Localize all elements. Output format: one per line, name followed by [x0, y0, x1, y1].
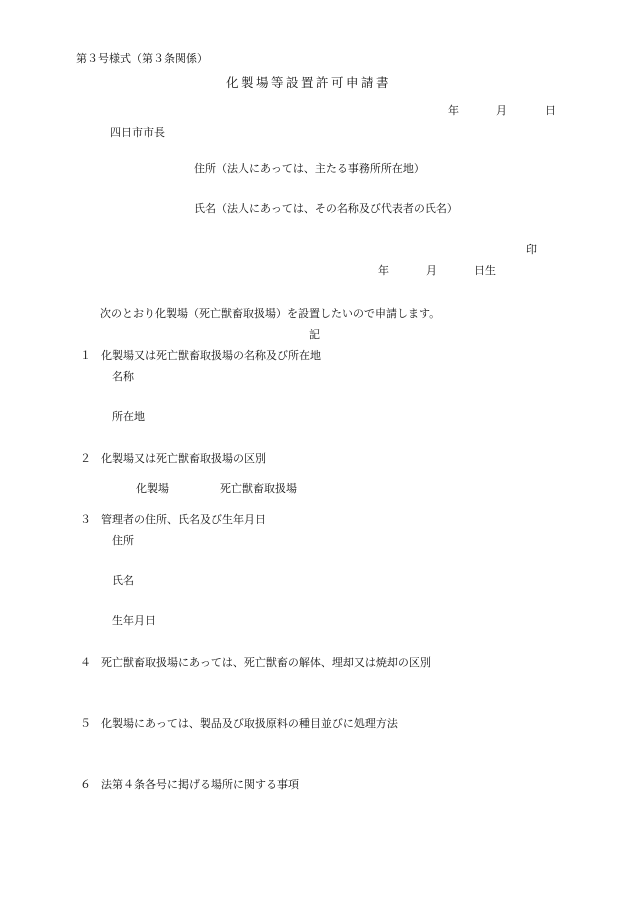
- ki-heading: 記: [309, 328, 320, 341]
- item-6-number: ６: [80, 778, 91, 791]
- item-3-sub-name: 氏名: [112, 574, 134, 587]
- item-2-text: 化製場又は死亡獣畜取扱場の区別: [101, 452, 266, 465]
- seal-mark: 印: [526, 243, 537, 256]
- birth-day: 日生: [474, 264, 496, 277]
- item-4-number: ４: [80, 656, 91, 669]
- item-6-text: 法第４条各号に掲げる場所に関する事項: [101, 778, 299, 791]
- addressee: 四日市市長: [110, 126, 165, 139]
- item-4-text: 死亡獣畜取扱場にあっては、死亡獣畜の解体、埋却又は焼却の区別: [101, 656, 431, 669]
- item-3-sub-birthdate: 生年月日: [112, 614, 156, 627]
- applicant-address-label: 住所（法人にあっては、主たる事務所所在地）: [194, 162, 425, 175]
- form-number: 第３号様式（第３条関係）: [76, 52, 208, 65]
- birth-year: 年: [378, 264, 389, 277]
- item-2-option-kaseijo: 化製場: [136, 482, 169, 495]
- applicant-name-label: 氏名（法人にあっては、その名称及び代表者の氏名）: [194, 202, 458, 215]
- date-day: 日: [545, 104, 556, 117]
- item-1-sub-location: 所在地: [112, 410, 145, 423]
- item-2-number: ２: [80, 452, 91, 465]
- item-1-text: 化製場又は死亡獣畜取扱場の名称及び所在地: [101, 349, 321, 362]
- intro-text: 次のとおり化製場（死亡獣畜取扱場）を設置したいので申請します。: [100, 307, 441, 320]
- birth-month: 月: [426, 264, 437, 277]
- date-month: 月: [496, 104, 507, 117]
- item-3-number: ３: [80, 513, 91, 526]
- item-1-number: １: [80, 349, 91, 362]
- item-3-sub-address: 住所: [112, 534, 134, 547]
- item-5-number: ５: [80, 717, 91, 730]
- item-1-sub-name: 名称: [112, 370, 134, 383]
- item-3-text: 管理者の住所、氏名及び生年月日: [101, 513, 266, 526]
- item-5-text: 化製場にあっては、製品及び取扱原料の種目並びに処理方法: [101, 717, 398, 730]
- date-year: 年: [448, 104, 459, 117]
- document-title: 化製場等設置許可申請書: [226, 75, 392, 90]
- item-2-option-shibou: 死亡獣畜取扱場: [220, 482, 297, 495]
